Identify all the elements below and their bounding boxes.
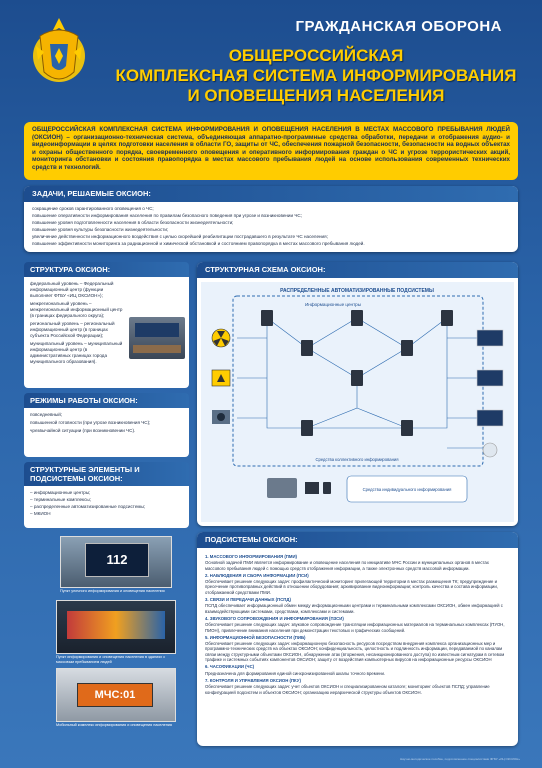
display-screen-icon <box>477 370 503 386</box>
subsystem-text: Обеспечивает решение следующих задач: информационную безопасность ресурсов посредством внедрения комплекса организационных мер и программно-технических средств на объектах ОКСИОН; конфиденциальность, целостность и подлинность информации, передаваемой по каналам связи между структурными объектами ОКСИОН, обнаружение атак (вторжения, несанкционированного доступа) по известным сигнатурам в сетевом трафике и системных событиях компонентов ОКСИОН; защиту от воздействия компьютерных вирусов на информационные ресурсы ОКСИОН <box>205 641 505 663</box>
main-title <box>110 46 522 106</box>
element-item-text: терминальные комплексы; <box>33 497 91 502</box>
subsystem-text: Обеспечивает решение следующих задач: учет объектов ОКСИОН и специализированном каталоге; мониторинг объектов ПСПД; управление конфигурацией подсистем и объектов ОКСИОН; организацию иерархической структуры объектов ОКСИОН. <box>205 684 490 695</box>
title-line-2: КОМПЛЕКСНАЯ СИСТЕМА ИНФОРМИРОВАНИЯ <box>115 66 517 85</box>
element-item-text: информационные центры; <box>33 490 91 495</box>
element-item-text: МКИОН <box>33 511 51 516</box>
server-rack-icon <box>351 370 363 386</box>
server-rack-icon <box>401 420 413 436</box>
subsystem-heading: 7. КОНТРОЛЯ И УПРАВЛЕНИЯ ОКСИОН (ПКУ) <box>205 677 301 683</box>
indoor-screen <box>67 611 165 639</box>
structure-item: межрегиональный уровень – межрегиональный информационный центр (в границах федерального округа); <box>30 301 123 318</box>
tasks-list <box>24 202 518 252</box>
subsystem-text: ПСПД обеспечивает информационный обмен между информационными центрами и терминальными комплексами ОКСИОН, обмен информацией с взаимодействующими системами, средствами, комплексами и системами. <box>205 603 503 614</box>
modes-body <box>24 408 189 457</box>
subsystem-heading: 2. НАБЛЮДЕНИЯ И СБОРА ИНФОРМАЦИИ (ПСИ) <box>205 572 309 578</box>
subsystem-text: Основной задачей ПМИ является информирование и оповещение населения по инициативе МЧС России и муниципальных органов в местах массового пребывания людей с помощью средств отображения информации, а также электронных средств массовой информации. <box>205 560 489 571</box>
subsystems-title: ПОДСИСТЕМЫ ОКСИОН: <box>197 532 518 548</box>
photo-caption-3: Мобильный комплекс информирования и оповещения населения <box>56 723 172 727</box>
emercom-emblem-icon <box>30 12 88 90</box>
structure-item: муниципальный уровень – муниципальный информационный центр (в административных границах города муниципального образования). <box>30 341 123 364</box>
terminal-screen <box>85 543 149 577</box>
top-label: ГРАЖДАНСКАЯ ОБОРОНА <box>295 18 502 35</box>
individual-label: Средства индивидуального информирования <box>362 487 452 492</box>
server-rack-icon <box>301 340 313 356</box>
centers-label: Информационные центры <box>305 302 362 307</box>
photo-caption-1: Пункт уличного информирования и оповещения населения <box>60 589 165 593</box>
tasks-panel <box>24 186 518 252</box>
desk <box>133 345 181 353</box>
title-line-1: ОБЩЕРОССИЙСКАЯ <box>228 46 404 65</box>
vehicle-sign <box>77 683 153 707</box>
mode-item: чрезвычайной ситуации (при возникновении ЧС). <box>30 428 136 433</box>
screen-number: 112 <box>106 552 128 567</box>
structure-body <box>24 277 189 388</box>
video-wall <box>135 323 179 337</box>
subsystems-panel <box>197 532 518 746</box>
scheme-title: СТРУКТУРНАЯ СХЕМА ОКСИОН: <box>197 262 518 278</box>
task-item: повышение уровня подготовленности населения в области безопасности жизнедеятельности; <box>32 220 234 225</box>
collective-label: Средства коллективного информирования <box>315 457 399 462</box>
structure-list <box>30 281 126 365</box>
structure-item: федеральный уровень – Федеральный информационный центр (функции выполняет ФГБУ «ИЦ ОКСИОН»); <box>30 281 114 298</box>
structure-panel <box>24 262 189 384</box>
vehicle-sign-text: МЧС:01 <box>94 689 136 701</box>
tasks-title: ЗАДАЧИ, РЕШАЕМЫЕ ОКСИОН: <box>24 186 518 202</box>
task-item: повышение оперативности информирования населения по правилам безопасного поведения при угрозе и возникновении ЧС; <box>32 213 302 218</box>
laptop-icon <box>305 482 319 494</box>
intro-box: ОБЩЕРОССИЙСКАЯ КОМПЛЕКСНАЯ СИСТЕМА ИНФОРМИРОВАНИЯ И ОПОВЕЩЕНИЯ НАСЕЛЕНИЯ В МЕСТАХ МАССОВОГО ПРЕБЫВАНИЯ ЛЮДЕЙ (ОКСИОН) – организационно-техническая система, объединяющая аппаратно-программные средства обработки, передачи и отображения аудио- и видеоинформации в целях подготовки населения в области ГО, защиты от ЧС, обеспечения пожарной безопасности, безопасности на водных объектах и охраны общественного порядка, своевременного оповещения и оперативного информирования граждан о ЧС и угрозе террористических акций, мониторинга обстановки и состояния правопорядка в местах массового пребывания людей на основе использования современных технических средств и технологий. <box>24 122 518 180</box>
subsystem-heading: 4. ЗВУКОВОГО СОПРОВОЖДЕНИЯ И ИНФОРМИРОВАНИЯ (ПЗСИ) <box>205 615 344 621</box>
mobile-complex-photo <box>56 668 176 722</box>
title-line-3: И ОПОВЕЩЕНИЯ НАСЕЛЕНИЯ <box>187 86 445 105</box>
modes-title: РЕЖИМЫ РАБОТЫ ОКСИОН: <box>24 393 189 408</box>
photo-caption-2: Пункт информирования и оповещения населения в зданиях с массовым пребыванием людей <box>56 655 166 664</box>
element-item: – МКИОН <box>30 511 51 516</box>
elements-title: СТРУКТУРНЫЕ ЭЛЕМЕНТЫ И ПОДСИСТЕМЫ ОКСИОН: <box>24 462 189 486</box>
control-room-photo <box>129 317 185 359</box>
server-rack-icon <box>261 310 273 326</box>
footnote: Научно-методическое пособие, подготовленное специалистами ФГБУ «ИЦ ОКСИОН» <box>399 757 520 762</box>
subsystem-heading: 5. ИНФОРМАЦИОННОЙ БЕЗОПАСНОСТИ (ПИБ) <box>205 634 306 640</box>
server-rack-icon <box>401 340 413 356</box>
task-item: повышение эффективности мониторинга за радиационной и химической обстановкой и состоянием правопорядка в местах массового пребывания людей. <box>32 241 365 246</box>
task-item: сокращение сроков гарантированного оповещения о ЧС; <box>32 206 154 211</box>
structure-item: региональный уровень – региональный информационный центр (в границах субъекта Российской Федерации); <box>30 321 115 338</box>
subsystem-text: Предназначена для формирования единой синхронизированной шкалы точного времени. <box>205 670 386 676</box>
subsystem-heading: 3. СВЯЗИ И ПЕРЕДАЧИ ДАННЫХ (ПСПД) <box>205 597 291 603</box>
display-screen-icon <box>477 410 503 426</box>
loudspeaker-icon <box>483 443 497 457</box>
subsystem-text: Обеспечивает решение следующих задач: звуковое сопровождение трансляции информационных материалов на терминальных комплексах (ПУОН, ПИОН), привлечение внимания населения при демонстрации текстовых и графических сообщений. <box>205 622 505 633</box>
task-item: повышение уровня культуры безопасности жизнедеятельности; <box>32 227 169 232</box>
subsystems-list <box>197 548 518 700</box>
structure-diagram <box>197 278 518 526</box>
server-rack-icon <box>351 310 363 326</box>
task-item: увеличение действенности информационного воздействия с целью скорейшей реабилитации пострадавшего в результате ЧС населения; <box>32 234 328 239</box>
vehicle-icon <box>267 478 297 498</box>
indoor-terminal-photo <box>56 600 176 654</box>
mode-item: повышенной готовности (при угрозе возникновения ЧС); <box>30 420 151 425</box>
diagram-subtitle: РАСПРЕДЕЛЕННЫЕ АВТОМАТИЗИРОВАННЫЕ ПОДСИСТЕМЫ <box>280 288 434 294</box>
subsystem-text: Обеспечивает решение следующих задач: профилактический мониторинг прилегающей территории в местах размещения ТК; предупреждение и пресечение противоправных действий в отношении оборудования; архивирование видеоинформации; контроль качества и состава информации, отображаемой средствами ПМИ. <box>205 579 498 595</box>
element-item: – распределенные автоматизированные подсистемы; <box>30 504 146 509</box>
modes-panel <box>24 393 189 453</box>
server-rack-icon <box>301 420 313 436</box>
element-item-text: распределенные автоматизированные подсистемы; <box>33 504 146 509</box>
mode-item: повседневный; <box>30 412 63 417</box>
element-item: – информационные центры; <box>30 490 91 495</box>
phone-icon <box>323 482 331 494</box>
element-item: – терминальные комплексы; <box>30 497 91 502</box>
subsystem-heading: 1. МАССОВОГО ИНФОРМИРОВАНИЯ (ПМИ) <box>205 554 297 559</box>
server-rack-icon <box>441 310 453 326</box>
street-terminal-photo <box>60 536 172 588</box>
subsystem-heading: 6. ЧАСОФИКАЦИИ (ЧС) <box>205 664 255 670</box>
display-screen-icon <box>477 330 503 346</box>
elements-panel <box>24 462 189 526</box>
elements-body <box>24 486 189 528</box>
scheme-panel <box>197 262 518 526</box>
structure-title: СТРУКТУРА ОКСИОН: <box>24 262 189 277</box>
